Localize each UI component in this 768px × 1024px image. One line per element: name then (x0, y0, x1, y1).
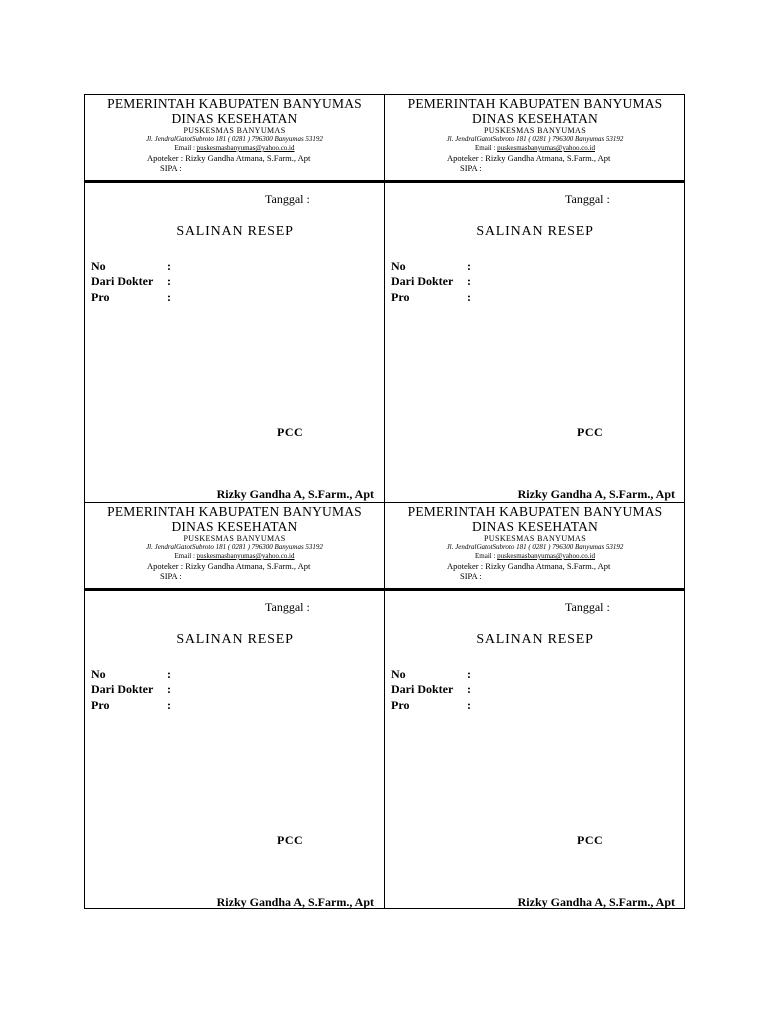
document-title: SALINAN RESEP (476, 224, 594, 239)
apoteker-line: Apoteker : Rizky Gandha Atmana, S.Farm., Apt (147, 561, 311, 571)
date-label: Tanggal : (265, 192, 310, 206)
field-colon: : (467, 667, 471, 681)
pcc-label: PCC (277, 425, 304, 439)
email-value: puskesmasbanyumas@yahoo.co.id (196, 144, 295, 152)
field-colon: : (467, 682, 471, 696)
prescription-card (385, 502, 685, 909)
email-value: puskesmasbanyumas@yahoo.co.id (196, 552, 295, 560)
field-dokter (391, 274, 471, 289)
field-pro-label: Pro (391, 698, 410, 712)
apoteker-line: Apoteker : Rizky Gandha Atmana, S.Farm., Apt (447, 561, 611, 571)
field-no (91, 667, 171, 682)
prescription-card (85, 95, 385, 502)
field-colon: : (167, 667, 171, 681)
department-name: DINAS KESEHATAN (171, 111, 298, 126)
field-dokter (91, 274, 171, 289)
email-line (385, 552, 685, 560)
card-header (85, 503, 384, 591)
field-colon: : (167, 698, 171, 712)
field-dokter-label: Dari Dokter (91, 274, 154, 288)
puskesmas-name: PUSKESMAS BANYUMAS (183, 126, 286, 135)
email-label: Email : (174, 552, 197, 560)
date-label: Tanggal : (265, 600, 310, 614)
field-pro-label: Pro (91, 290, 110, 304)
pcc-label: PCC (577, 425, 604, 439)
field-dokter-label: Dari Dokter (91, 682, 154, 696)
email-label: Email : (475, 552, 498, 560)
email-line (85, 144, 384, 152)
card-header (385, 95, 685, 183)
address: Jl. JendralGatotSubroto 181 ( 0281 ) 796300 Banyumas 53192 (446, 135, 624, 143)
signature-name: Rizky Gandha A, S.Farm., Apt (517, 895, 675, 909)
puskesmas-name: PUSKESMAS BANYUMAS (483, 126, 587, 135)
signature-name: Rizky Gandha A, S.Farm., Apt (216, 895, 374, 909)
email-label: Email : (475, 144, 498, 152)
field-colon: : (467, 274, 471, 288)
signature-name: Rizky Gandha A, S.Farm., Apt (517, 487, 675, 501)
address: Jl. JendralGatotSubroto 181 ( 0281 ) 796300 Banyumas 53192 (446, 543, 624, 551)
email-label: Email : (174, 144, 197, 152)
field-colon: : (167, 290, 171, 304)
sipa-line: SIPA : (460, 163, 482, 173)
field-pro-label: Pro (391, 290, 410, 304)
field-no-label: No (391, 259, 406, 273)
field-dokter-label: Dari Dokter (391, 682, 454, 696)
field-dokter (391, 682, 471, 697)
field-colon: : (167, 274, 171, 288)
field-no-label: No (391, 667, 406, 681)
email-line (385, 144, 685, 152)
card-header (385, 503, 685, 591)
document-title: SALINAN RESEP (476, 632, 594, 647)
field-pro (391, 698, 471, 713)
field-no-label: No (91, 259, 106, 273)
field-colon: : (467, 698, 471, 712)
card-header (85, 95, 384, 183)
field-colon: : (467, 290, 471, 304)
apoteker-line: Apoteker : Rizky Gandha Atmana, S.Farm., Apt (447, 153, 611, 163)
address: Jl. JendralGatotSubroto 181 ( 0281 ) 796300 Banyumas 53192 (146, 543, 323, 551)
field-colon: : (467, 259, 471, 273)
field-no (391, 667, 471, 682)
field-colon: : (167, 682, 171, 696)
date-label: Tanggal : (565, 600, 610, 614)
sipa-line: SIPA : (460, 571, 482, 581)
prescription-card (85, 502, 385, 909)
sipa-line: SIPA : (160, 571, 182, 581)
sipa-line: SIPA : (160, 163, 182, 173)
field-no (91, 259, 171, 274)
document-title: SALINAN RESEP (176, 224, 294, 239)
prescription-sheet (84, 94, 685, 909)
puskesmas-name: PUSKESMAS BANYUMAS (483, 534, 587, 543)
email-value: puskesmasbanyumas@yahoo.co.id (497, 144, 595, 152)
pcc-label: PCC (577, 833, 604, 847)
government-name: PEMERINTAH KABUPATEN BANYUMAS (107, 96, 362, 111)
apoteker-line: Apoteker : Rizky Gandha Atmana, S.Farm., Apt (147, 153, 311, 163)
date-label: Tanggal : (565, 192, 610, 206)
department-name: DINAS KESEHATAN (471, 519, 599, 534)
prescription-card (385, 95, 685, 502)
email-value: puskesmasbanyumas@yahoo.co.id (497, 552, 595, 560)
field-no (391, 259, 471, 274)
email-line (85, 552, 384, 560)
field-pro (391, 290, 471, 305)
pcc-label: PCC (277, 833, 304, 847)
address: Jl. JendralGatotSubroto 181 ( 0281 ) 796300 Banyumas 53192 (146, 135, 323, 143)
field-dokter (91, 682, 171, 697)
department-name: DINAS KESEHATAN (171, 519, 298, 534)
field-dokter-label: Dari Dokter (391, 274, 454, 288)
government-name: PEMERINTAH KABUPATEN BANYUMAS (407, 504, 663, 519)
field-no-label: No (91, 667, 106, 681)
field-pro-label: Pro (91, 698, 110, 712)
signature-name: Rizky Gandha A, S.Farm., Apt (216, 487, 374, 501)
department-name: DINAS KESEHATAN (471, 111, 599, 126)
field-pro (91, 698, 171, 713)
field-colon: : (167, 259, 171, 273)
government-name: PEMERINTAH KABUPATEN BANYUMAS (407, 96, 663, 111)
document-title: SALINAN RESEP (176, 632, 294, 647)
government-name: PEMERINTAH KABUPATEN BANYUMAS (107, 504, 362, 519)
field-pro (91, 290, 171, 305)
puskesmas-name: PUSKESMAS BANYUMAS (183, 534, 286, 543)
